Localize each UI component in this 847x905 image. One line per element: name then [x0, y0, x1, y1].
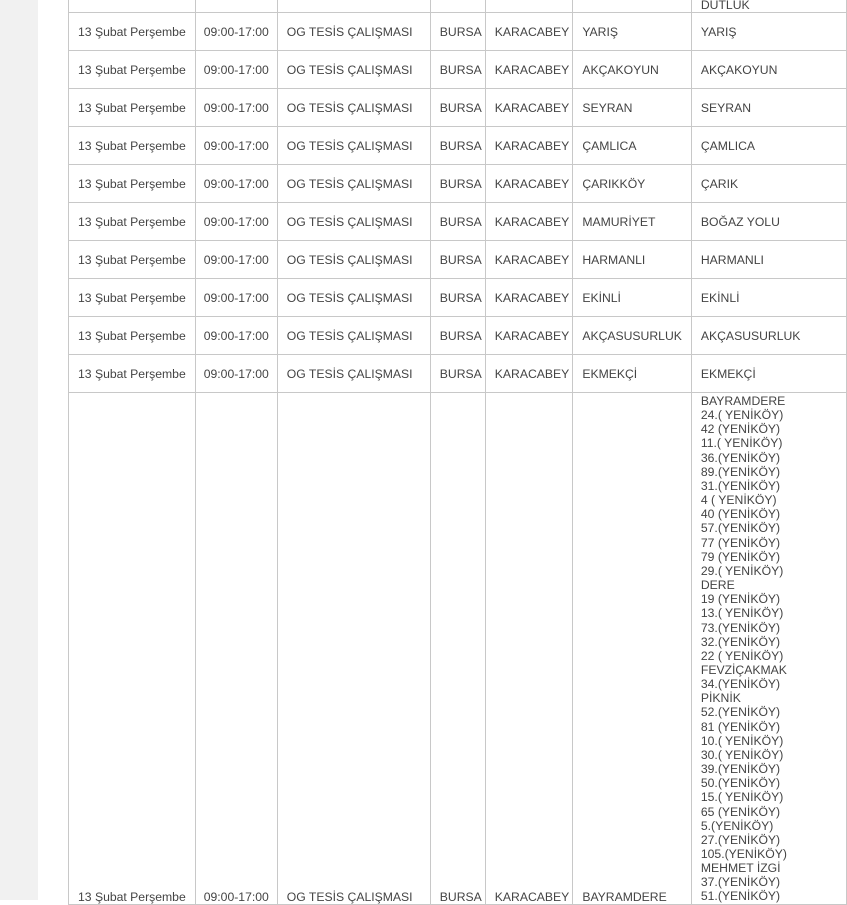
outage-table-body — [69, 0, 847, 904]
table-row — [69, 51, 847, 89]
street-cell: ÇARIK — [691, 165, 846, 203]
street-item: 40 (YENİKÖY) — [700, 507, 781, 522]
district-cell: KARACABEY — [485, 203, 573, 241]
neighborhood-cell: SEYRAN — [573, 89, 692, 127]
district-cell: KARACABEY — [485, 165, 573, 203]
street-item: 34.(YENİKÖY) — [700, 677, 781, 692]
street-item: 65 (YENİKÖY) — [700, 804, 781, 819]
work-cell: OG TESİS ÇALIŞMASI — [277, 203, 430, 241]
street-item: 19 (YENİKÖY) — [700, 592, 781, 607]
street-item: DERE — [700, 578, 735, 593]
street-item: 105.(YENİKÖY) — [700, 847, 787, 861]
district-cell: KARACABEY — [485, 89, 573, 127]
street-cell: ÇAMLICA — [691, 127, 846, 165]
time-cell: 09:00-17:00 — [195, 51, 277, 89]
street-item: 51.(YENİKÖY) — [700, 889, 781, 904]
table-row — [69, 241, 847, 279]
table-row — [69, 0, 847, 13]
street-cell: BOĞAZ YOLU — [691, 203, 846, 241]
district-cell: KARACABEY — [485, 393, 573, 905]
neighborhood-cell: BAYRAMDERE — [573, 393, 692, 905]
work-cell — [277, 0, 430, 13]
district-cell: KARACABEY — [485, 51, 573, 89]
street-item: 10.( YENİKÖY) — [700, 733, 784, 748]
neighborhood-cell: ÇARIKKÖY — [573, 165, 692, 203]
street-cell: AKÇASUSURLUK — [691, 317, 846, 355]
time-cell: 09:00-17:00 — [195, 165, 277, 203]
work-cell: OG TESİS ÇALIŞMASI — [277, 165, 430, 203]
date-cell — [69, 0, 196, 13]
district-cell — [485, 0, 573, 13]
date-cell: 13 Şubat Perşembe — [69, 355, 196, 393]
street-item: 77 (YENİKÖY) — [700, 535, 781, 550]
date-cell: 13 Şubat Perşembe — [69, 279, 196, 317]
street-item: 27.(YENİKÖY) — [700, 832, 781, 847]
province-cell — [430, 0, 485, 13]
table-row — [69, 279, 847, 317]
street-item: 30.( YENİKÖY) — [700, 747, 784, 762]
street-item: 57.(YENİKÖY) — [700, 521, 781, 536]
work-cell: OG TESİS ÇALIŞMASI — [277, 127, 430, 165]
street-item: 11.( YENİKÖY) — [700, 436, 783, 451]
province-cell: BURSA — [430, 317, 485, 355]
street-item: MEHMET İZGİ — [700, 861, 781, 876]
time-cell: 09:00-17:00 — [195, 355, 277, 393]
time-cell: 09:00-17:00 — [195, 241, 277, 279]
work-cell: OG TESİS ÇALIŞMASI — [277, 393, 430, 905]
date-cell: 13 Şubat Perşembe — [69, 241, 196, 279]
date-cell: 13 Şubat Perşembe — [69, 317, 196, 355]
table-row — [69, 317, 847, 355]
work-cell: OG TESİS ÇALIŞMASI — [277, 89, 430, 127]
province-cell: BURSA — [430, 393, 485, 905]
table-row — [69, 355, 847, 393]
table-row — [69, 127, 847, 165]
time-cell: 09:00-17:00 — [195, 393, 277, 905]
work-cell: OG TESİS ÇALIŞMASI — [277, 279, 430, 317]
outage-table — [68, 0, 847, 905]
time-cell: 09:00-17:00 — [195, 127, 277, 165]
district-cell: KARACABEY — [485, 317, 573, 355]
province-cell: BURSA — [430, 89, 485, 127]
street-item: 89.(YENİKÖY) — [700, 464, 781, 479]
time-cell: 09:00-17:00 — [195, 89, 277, 127]
street-cell: EKMEKÇİ — [691, 355, 846, 393]
table-row — [69, 393, 847, 905]
outage-table-container — [68, 0, 847, 905]
street-item: 73.(YENİKÖY) — [700, 620, 781, 635]
work-cell: OG TESİS ÇALIŞMASI — [277, 13, 430, 51]
province-cell: BURSA — [430, 165, 485, 203]
province-cell: BURSA — [430, 355, 485, 393]
street-item: 79 (YENİKÖY) — [700, 549, 781, 564]
street-item: 22 ( YENİKÖY) — [700, 648, 784, 663]
neighborhood-cell: EKMEKÇİ — [573, 355, 692, 393]
street-item: PİKNİK — [700, 691, 741, 706]
time-cell: 09:00-17:00 — [195, 279, 277, 317]
district-cell: KARACABEY — [485, 279, 573, 317]
street-item: BAYRAMDERE — [700, 394, 786, 408]
district-cell: KARACABEY — [485, 241, 573, 279]
street-item: 39.(YENİKÖY) — [700, 762, 781, 777]
work-cell: OG TESİS ÇALIŞMASI — [277, 355, 430, 393]
time-cell: 09:00-17:00 — [195, 13, 277, 51]
street-item: 13.( YENİKÖY) — [700, 606, 784, 621]
neighborhood-cell: AKÇASUSURLUK — [573, 317, 692, 355]
table-row — [69, 89, 847, 127]
street-item: 24.( YENİKÖY) — [700, 408, 784, 423]
street-item: 31.(YENİKÖY) — [700, 478, 781, 493]
table-row — [69, 203, 847, 241]
street-cell: DUTLUK — [691, 0, 846, 13]
neighborhood-cell — [573, 0, 692, 13]
street-cell: HARMANLI — [691, 241, 846, 279]
table-row — [69, 165, 847, 203]
neighborhood-cell: AKÇAKOYUN — [573, 51, 692, 89]
district-cell: KARACABEY — [485, 13, 573, 51]
street-item: 50.(YENİKÖY) — [700, 776, 781, 791]
province-cell: BURSA — [430, 51, 485, 89]
neighborhood-cell: YARIŞ — [573, 13, 692, 51]
province-cell: BURSA — [430, 127, 485, 165]
table-row — [69, 13, 847, 51]
left-gutter — [0, 0, 38, 900]
province-cell: BURSA — [430, 203, 485, 241]
street-cell: AKÇAKOYUN — [691, 51, 846, 89]
province-cell: BURSA — [430, 13, 485, 51]
date-cell: 13 Şubat Perşembe — [69, 165, 196, 203]
neighborhood-cell: HARMANLI — [573, 241, 692, 279]
street-item: 15.( YENİKÖY) — [700, 790, 784, 805]
date-cell: 13 Şubat Perşembe — [69, 203, 196, 241]
province-cell: BURSA — [430, 279, 485, 317]
street-item: 5.(YENİKÖY) — [700, 818, 774, 833]
time-cell — [195, 0, 277, 13]
date-cell: 13 Şubat Perşembe — [69, 13, 196, 51]
street-item: 36.(YENİKÖY) — [700, 450, 781, 465]
neighborhood-cell: ÇAMLICA — [573, 127, 692, 165]
street-item: FEVZİÇAKMAK — [700, 662, 787, 677]
work-cell: OG TESİS ÇALIŞMASI — [277, 317, 430, 355]
street-item: 81 (YENİKÖY) — [700, 719, 781, 734]
date-cell: 13 Şubat Perşembe — [69, 89, 196, 127]
street-item: 4 ( YENİKÖY) — [700, 493, 777, 508]
date-cell: 13 Şubat Perşembe — [69, 127, 196, 165]
street-item: 37.(YENİKÖY) — [700, 875, 781, 890]
street-item: 32.(YENİKÖY) — [700, 634, 781, 649]
street-cell: SEYRAN — [691, 89, 846, 127]
street-list-cell — [691, 393, 846, 905]
neighborhood-cell: EKİNLİ — [573, 279, 692, 317]
street-list — [701, 394, 837, 904]
neighborhood-cell: MAMURİYET — [573, 203, 692, 241]
work-cell: OG TESİS ÇALIŞMASI — [277, 51, 430, 89]
street-item: 52.(YENİKÖY) — [700, 705, 781, 720]
time-cell: 09:00-17:00 — [195, 203, 277, 241]
date-cell: 13 Şubat Perşembe — [69, 393, 196, 905]
street-item: 29.( YENİKÖY) — [700, 563, 784, 578]
district-cell: KARACABEY — [485, 127, 573, 165]
province-cell: BURSA — [430, 241, 485, 279]
work-cell: OG TESİS ÇALIŞMASI — [277, 241, 430, 279]
street-item: 42 (YENİKÖY) — [700, 422, 781, 437]
district-cell: KARACABEY — [485, 355, 573, 393]
street-cell: EKİNLİ — [691, 279, 846, 317]
time-cell: 09:00-17:00 — [195, 317, 277, 355]
street-cell: YARIŞ — [691, 13, 846, 51]
date-cell: 13 Şubat Perşembe — [69, 51, 196, 89]
